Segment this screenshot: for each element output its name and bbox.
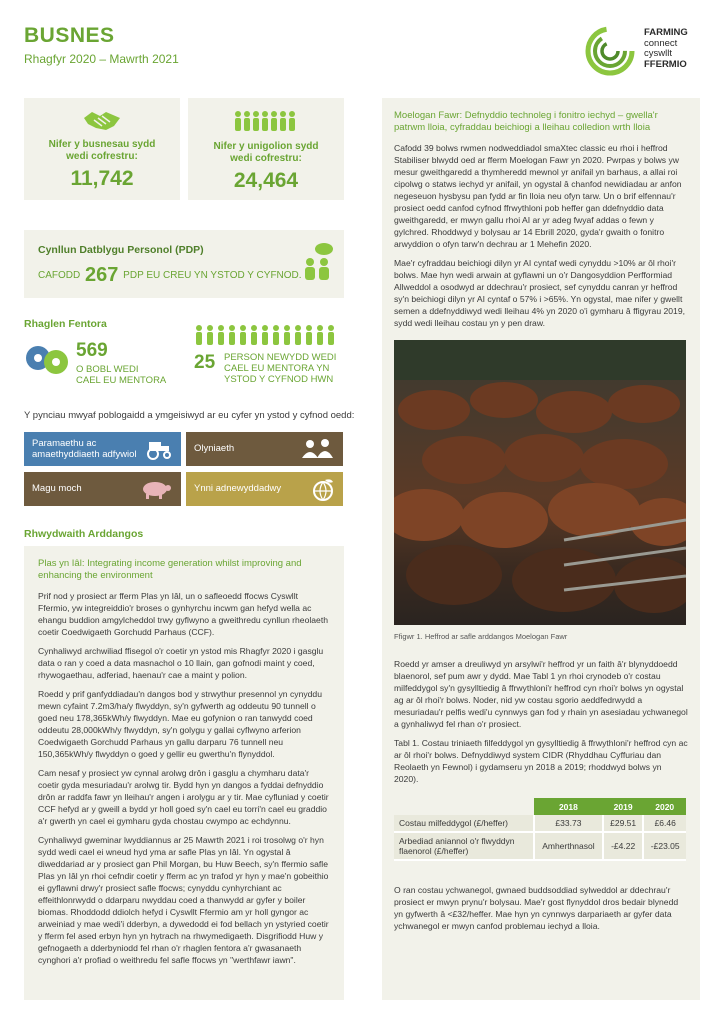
plas-yn-ial-paragraph: Prif nod y prosiect ar fferm Plas yn Iâl, un o safleoedd ffocws Cyswllt Ffermio, yw integreiddio'r broses o gynhyrchu incwm gan hefyd wella ac ehangu buddion amgylcheddol trwy gyflwyno a gweithredu cynllun rheolaeth coetir Coedwigaeth Gorchudd Parhaus (CCF). bbox=[38, 591, 328, 637]
table-header-cell bbox=[394, 798, 534, 815]
moelogan-fawr-paragraph: Mae'r cyfraddau beichiogi dilyn yr AI cyntaf wedi cynyddu >10% ar ôl rhoi'r bolws. Mae hyn wedi arwain at gyflawni un o'r Dangosyddion Perfformiad Allweddol a osodwyd ar ddechrau'r prosiect, sef cynyddu canran yr heffrod sy'n beichiogi dilyn yr AI cyntaf o 57% i >65%. Yn ogystal, mae nifer y gwellt semen a ddefnyddiwyd wedi lleihau 4% yn 2020 o'i gymharu â ffigyrau 2019, sydd wedi lleihau costau yn y pen draw. bbox=[394, 258, 685, 328]
heifers-photo bbox=[394, 340, 686, 625]
pdp-title: Cynllun Datblygu Personol (PDP) bbox=[38, 244, 204, 256]
mentor-heads-icon bbox=[24, 340, 72, 380]
table-cell: -£23.05 bbox=[643, 832, 686, 860]
mentoring-text-1-line-2: CAEL EU MENTORA bbox=[76, 375, 167, 386]
businesses-stat-label: Nifer y busnesau sydd wedi cofrestru: bbox=[48, 139, 156, 162]
table-cell: £6.46 bbox=[643, 815, 686, 832]
logo-text-ffermio: FFERMIO bbox=[644, 58, 687, 70]
topic-tile-renewable-energy-line-1: Ynni adnewyddadwy bbox=[194, 483, 282, 494]
individuals-stat-label: Nifer y unigolion sydd wedi cofrestru: bbox=[213, 141, 319, 164]
people-group-icon bbox=[233, 110, 299, 132]
table-cell: £33.73 bbox=[534, 815, 603, 832]
photo-caption: Ffigwr 1. Heffrod ar safle arddangos Moelogan Fawr bbox=[394, 632, 568, 641]
topic-tile-regenerative bbox=[24, 432, 181, 466]
logo-text-cyswllt: cyswllt bbox=[644, 48, 672, 59]
topic-tile-regenerative-line-2: amaethyddiaeth adfywiol bbox=[32, 449, 137, 460]
mentoring-text-1 bbox=[76, 364, 166, 386]
table-row bbox=[394, 815, 686, 832]
mentoring-count-1: 569 bbox=[76, 340, 108, 361]
moelogan-fawr-paragraph: Cafodd 39 bolws rwmen nodweddiadol smaXtec classic eu rhoi i heffrod Stabiliser blwydd oed ar fferm Moelogan Fawr yn 2020. Pwrpas y bolws yw mesur gweithgaredd a thymheredd mewnol yr anifail yn barhaus, a allai roi cipolwg o statws iechyd yr anifail, yn ogystal â chanfod newidiadau ar anfon negeseuon hysbysu pan fydd ar fin lloia neu ofyn tarw. Un o brif elfennau'r prosiect oedd canfod cyfnod ffrwythloni pob heffer gan ddefnyddio data gweithgaredd, er mwyn gallu rhoi AI ar yr adeg fwyaf addas o fewn y gylchred. Rhoddwyd y bolysau ar 14 Ebrill 2020, gyda'r gwaith o fonitro arwyddion o ofyn tarw'n dechrau ar 1 Mehefin 2020. bbox=[394, 143, 682, 249]
table-caption: Tabl 1. Costau triniaeth filfeddygol yn gysylltiedig â ffrwythloni'r heffrod cyn ac ar ôl rhoi'r bolws. Defnyddiwyd system CIDR (Rhyddhau Cyffuriau dan Reolaeth yn Fewnol) i gydamseru yn 2018 a 2019; rhoddwyd bolws yn 2020). bbox=[394, 738, 688, 784]
table-header-cell: 2018 bbox=[534, 798, 603, 815]
table-cell: -£4.22 bbox=[603, 832, 644, 860]
handshake-icon bbox=[82, 108, 122, 134]
topic-tile-regenerative-line-1: Paramaethu ac bbox=[32, 438, 97, 449]
logo-text-connect: connect bbox=[644, 37, 678, 49]
discussion-icon bbox=[300, 242, 334, 282]
mentoring-text-2-line-1: PERSON NEWYDD WEDI bbox=[224, 352, 337, 363]
moelogan-fawr-content-mid bbox=[394, 658, 688, 792]
logo-text-farming: FARMING bbox=[644, 27, 688, 38]
demo-network-heading: Rhwydwaith Arddangos bbox=[24, 528, 144, 540]
plas-yn-ial-paragraph: Cynhaliwyd gweminar lwyddiannus ar 25 Mawrth 2021 i roi trosolwg o'r hyn sydd wedi cael ei wneud hyd yma ar safle Plas yn Iâl. Yn ogystal â diweddariad ar y prosiect gan Phil Morgan, bu Huw Beech, sy'n ffermio safle Plas yn Iâl yn rhoi cefndir coetir y fferm ac yn trafod yr hyn y mae'n gobeithio ei gyflawni drwy'r prosiect safle ffocws; cynyddu cynhyrchiant ac effeithlonrwydd o ddarparu nwyddau coed a thanwydd ar gyfer y boiler biomas. Rhoddodd ddiolch hefyd i Cyswllt Ffermio am yr holl gyngor ac arweiniad y mae wedi'i dderbyn, a dywedodd ei fod bellach yn ystyried coetir y fferm fel ased erbyn hyn yn hytrach na rhwymedigaeth. Disgrifiodd Huw y gefnogaeth a dderbyniodd fel rhan o'r rhaglen fentora a'r gwasanaeth cynghori a'r profiad o weithredu fel safle ffocws yn "werthfawr iawn". bbox=[38, 835, 329, 965]
mentoring-text-2-line-2: CAEL EU MENTORA YN bbox=[224, 363, 330, 374]
table-cell: £29.51 bbox=[603, 815, 644, 832]
table-header-cell: 2020 bbox=[643, 798, 686, 815]
mentoring-count-2: 25 bbox=[194, 352, 216, 373]
table-header-cell: 2019 bbox=[603, 798, 644, 815]
moelogan-fawr-content-end bbox=[394, 884, 688, 939]
moelogan-fawr-title: Moelogan Fawr: Defnyddio technoleg i fonitro iechyd – gwella'r patrwm lloia, cyfraddau beichiogi a lleihau colledion wrth lloia bbox=[394, 110, 658, 133]
table-cell: Amherthnasol bbox=[534, 832, 603, 860]
pdp-box bbox=[24, 230, 344, 298]
people-icon bbox=[301, 438, 335, 460]
topic-tile-succession bbox=[186, 432, 343, 466]
mentoring-heading: Rhaglen Fentora bbox=[24, 318, 107, 330]
moelogan-fawr-content-top bbox=[394, 110, 688, 336]
logo-swirl-icon bbox=[584, 26, 636, 76]
plas-yn-ial-paragraph: Roedd y prif ganfyddiadau'n dangos bod y strwythur presennol yn cynyddu mewn cyfaint 7.2m3/ha/y flwyddyn, sy'n gyfwerth ag oddeutu 90 tunnell o goed neu 178,365kWh/y flwyddyn. Mae eu gofynion o ran tanwydd coed oddeutu 28,000kWh/y flwyddyn, sy'n golygu y gallai cyflwyno arferion Coedwigaeth Gorchudd Parhaus yn gallu darparu 76 tunnell neu 150,365kWh/y flwyddyn o goed y gellir eu gwerthu'n flynyddol. bbox=[38, 689, 322, 759]
mentoring-text-1-line-1: O BOBL WEDI bbox=[76, 364, 139, 375]
globe-leaf-icon bbox=[311, 478, 335, 502]
costs-table-wrapper bbox=[394, 798, 686, 861]
pig-icon bbox=[139, 478, 173, 500]
table-header-row bbox=[394, 798, 686, 815]
plas-yn-ial-paragraph: Cam nesaf y prosiect yw cynnal arolwg drôn i gasglu a chymharu data'r coetir gyda mesuriadau'r arolwg tir. Bydd hyn yn dangos a fyddai defnyddio drôn ar raddfa fawr yn lleihau'r angen i arolygu ar y tir. Mae cyfluniad y coetir CCF hefyd ar y gweill a bydd yr holl goed sy'n cael eu torri'n cael eu graddio a'r gwerth yn cael ei gymharu gyda chostau cwympo ac echdynnu. bbox=[38, 768, 329, 826]
pdp-summary bbox=[38, 264, 302, 287]
topic-tile-pig-rearing bbox=[24, 472, 181, 506]
page-subtitle: Rhagfyr 2020 – Mawrth 2021 bbox=[24, 52, 179, 66]
costs-table bbox=[394, 798, 686, 861]
pdp-pre-text: CAFODD bbox=[38, 270, 81, 281]
topic-tile-renewable-energy bbox=[186, 472, 343, 506]
businesses-stat-box bbox=[24, 98, 180, 200]
farming-connect-logo bbox=[584, 26, 704, 76]
topic-tile-pig-rearing-line-1: Magu moch bbox=[32, 483, 82, 494]
topic-tile-succession-line-1: Olyniaeth bbox=[194, 443, 235, 454]
topics-intro: Y pynciau mwyaf poblogaidd a ymgeisiwyd ar eu cyfer yn ystod y cyfnod oedd: bbox=[24, 410, 355, 421]
table-row bbox=[394, 832, 686, 860]
plas-yn-ial-article bbox=[24, 546, 344, 1000]
heifers-photo-illustration bbox=[394, 340, 686, 625]
businesses-stat-value: 11,742 bbox=[70, 167, 134, 190]
tractor-icon bbox=[143, 438, 173, 460]
mentee-people-icon bbox=[194, 324, 342, 346]
pdp-post-text: PDP EU CREU YN YSTOD Y CYFNOD. bbox=[123, 270, 302, 281]
plas-yn-ial-title: Plas yn Iâl: Integrating income generation whilst improving and enhancing the environment bbox=[38, 558, 302, 581]
individuals-stat-box bbox=[188, 98, 344, 200]
pdp-value: 267 bbox=[85, 264, 119, 286]
mentoring-text-2 bbox=[224, 352, 336, 385]
moelogan-fawr-paragraph: Roedd yr amser a dreuliwyd yn arsylwi'r heffrod yr un faith â'r blynyddoedd blaenorol, sef pum awr y dydd. Mae Tabl 1 yn rhoi crynodeb o'r costau milfeddygol sy'n gysylltiedig â ffrwythloni'r heffrod cyn rhoi'r bolws yn ogystal ag ar ôl rhoi'r bolws. Noder, nid yw costau sgorio aeddfedrwydd a mesuriadau'r pelfis wedi'u cynnwys gan fod y rhain yn asesiadau ychwanegol a gynhaliwyd fel rhan o'r prosiect. bbox=[394, 659, 688, 729]
moelogan-fawr-paragraph: O ran costau ychwanegol, gwnaed buddsoddiad sylweddol ar ddechrau'r prosiect er mwyn prynu'r bolysau. Mae'r gost flynyddol dros bedair blynedd yn gyfwerth â <£32/heffer. Mae hyn yn cynnwys darpariaeth ar gyfer data ychwanegol er mwyn canfod problemau iechyd a lloia. bbox=[394, 885, 679, 931]
plas-yn-ial-paragraph: Cynhaliwyd archwiliad ffisegol o'r coetir yn ystod mis Rhagfyr 2020 i gasglu data o ran y coed a data masnachol o 10 llain, gan gofnodi maint y coed, rhywogaethau, adferiad, haenau'r cae a maint y polion. bbox=[38, 646, 324, 680]
table-cell: Costau milfeddygol (£/heffer) bbox=[394, 815, 534, 832]
page-title: BUSNES bbox=[24, 24, 115, 47]
table-cell: Arbediad aniannol o'r flwyddyn flaenorol (£/heffer) bbox=[394, 832, 534, 860]
mentoring-text-2-line-3: YSTOD Y CYFNOD HWN bbox=[224, 374, 334, 385]
individuals-stat-value: 24,464 bbox=[233, 169, 299, 192]
